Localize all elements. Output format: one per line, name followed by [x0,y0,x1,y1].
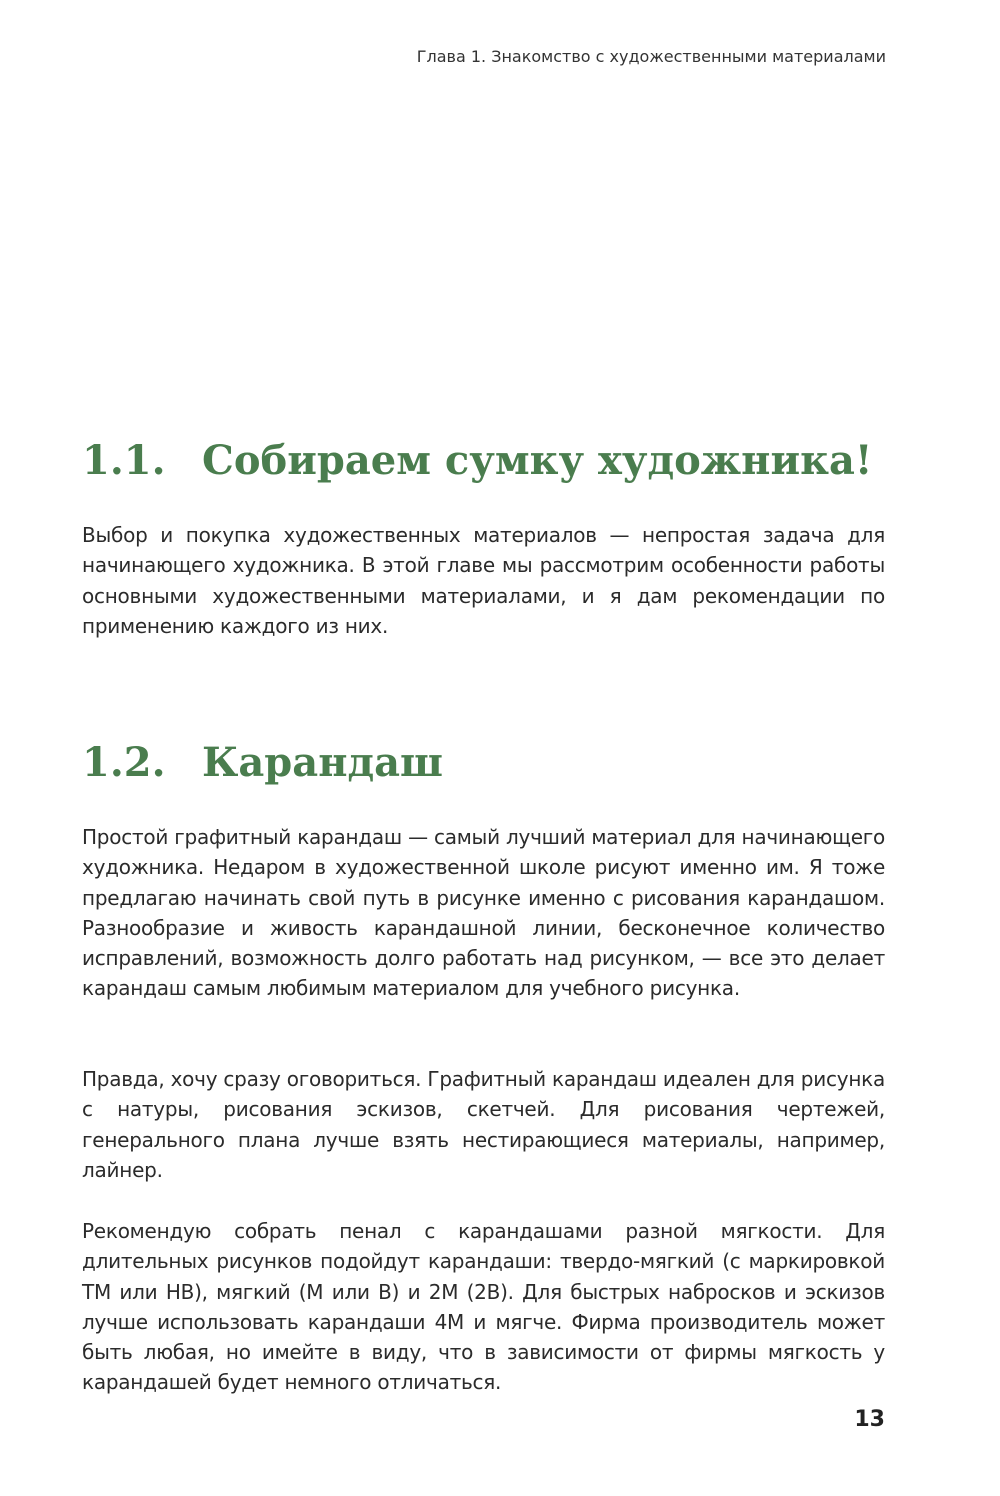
paragraph-pencil-recommendation: Рекомендую собрать пенал с карандашами разной мягкости. Для длительных рисунков подойдут карандаши: твердо-мягкий (с маркировкой ТМ или НВ), мягкий (М или В) и 2М (2В). Для быстрых набросков и эскизов лучше использовать карандаши 4М и мягче. Фирма производитель может быть любая, но имейте в виду, что в зависимости от фирмы мягкость у карандашей будет немного отличаться. [82,1219,885,1395]
section-number: 1.1. [82,437,166,485]
paragraph-pencil-usage: Правда, хочу сразу оговориться. Графитный карандаш идеален для рисунка с натуры, рисования эскизов, скетчей. Для рисования чертежей, генерального плана лучше взять нестирающиеся материалы, например, лайнер. [82,1067,885,1182]
section-title: Собираем сумку художника! [202,437,873,485]
running-head: Глава 1. Знакомство с художественными материалами [416,47,886,66]
section-heading-1-2 [82,739,444,787]
section-title: Карандаш [202,739,444,787]
section-number: 1.2. [82,739,166,787]
paragraph-intro: Выбор и покупка художественных материалов — непростая задача для начинающего художника. В этой главе мы рассмотрим особенности работы основными художественными материалами, и я дам рекомендации по применению каждого из них. [82,523,885,638]
section-heading-1-1 [82,437,873,485]
paragraph-pencil-intro: Простой графитный карандаш — самый лучший материал для начинающего художника. Недаром в художественной школе рисуют именно им. Я тоже предлагаю начинать свой путь в рисунке именно с рисования карандашом. Разнообразие и живость карандашной линии, бесконечное количество исправлений, возможность долго работать над рисунком, — все это делает карандаш самым любимым материалом для учебного рисунка. [82,825,885,1001]
page-number: 13 [854,1407,885,1432]
